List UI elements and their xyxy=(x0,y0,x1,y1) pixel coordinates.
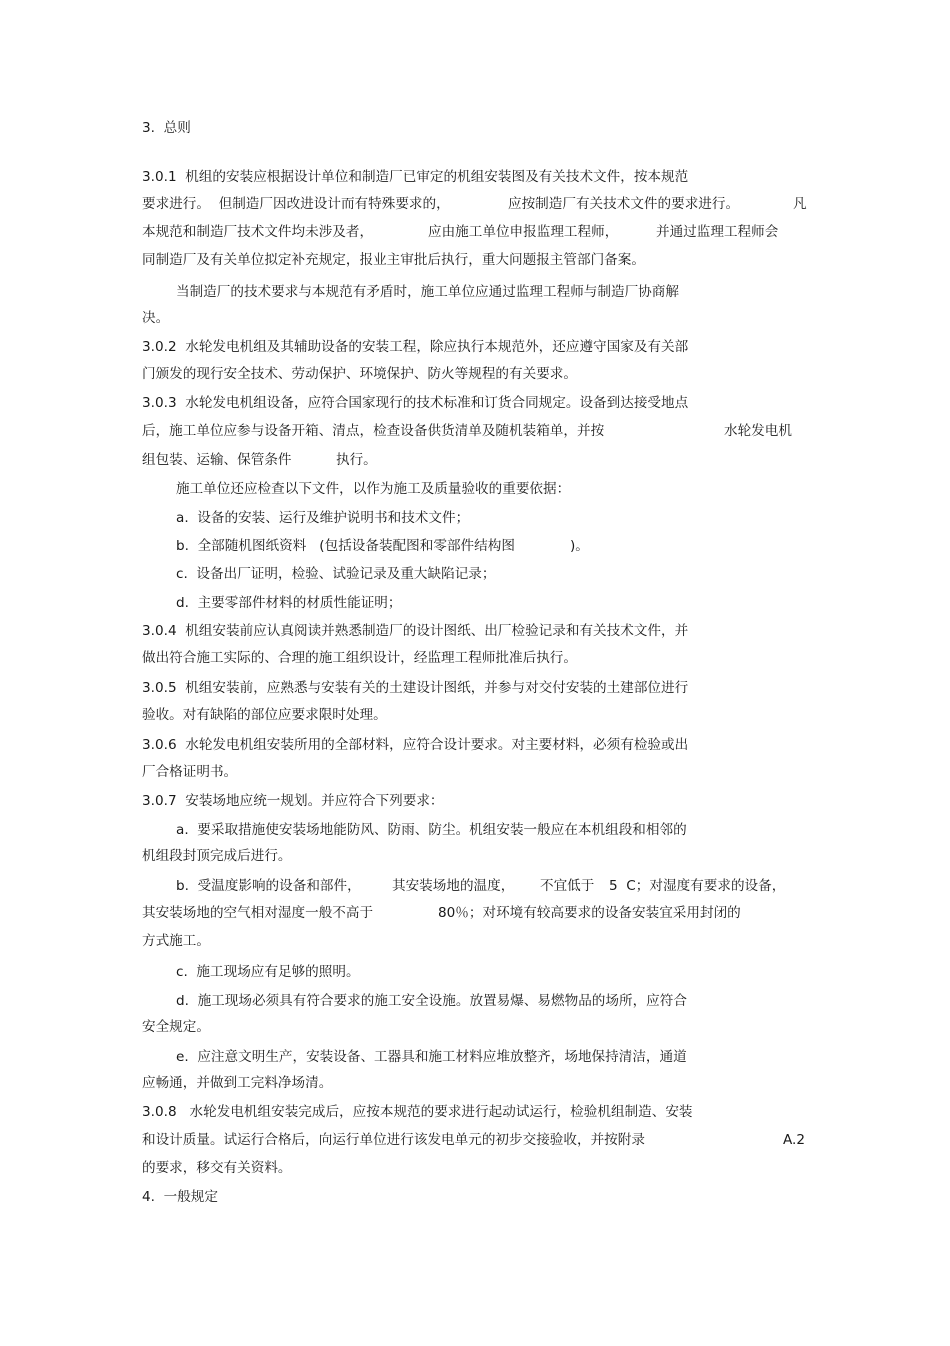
clause-3-0-7-item-b-line-1b: 其安装场地的温度， xyxy=(392,878,515,894)
clause-3-0-5-line-2: 验收。对有缺陷的部位应要求限时处理。 xyxy=(142,707,387,723)
clause-3-0-3-line-2b: 水轮发电机 xyxy=(724,423,792,439)
clause-3-0-7-item-c: c. 施工现场应有足够的照明。 xyxy=(176,964,360,980)
section-4-heading: 4. 一般规定 xyxy=(142,1189,218,1205)
clause-3-0-8-line-1: 3.0.8 水轮发电机组安装完成后，应按本规范的要求进行起动试运行，检验机组制造、安装 xyxy=(142,1104,693,1120)
clause-3-0-7-item-a-line-2: 机组段封顶完成后进行。 xyxy=(142,848,292,864)
clause-3-0-3-item-c: c. 设备出厂证明，检验、试验记录及重大缺陷记录； xyxy=(176,566,496,582)
clause-3-0-3-item-a: a. 设备的安装、运行及维护说明书和技术文件； xyxy=(176,510,470,526)
clause-3-0-7-item-d-line-1: d. 施工现场必须具有符合要求的施工安全设施。放置易爆、易燃物品的场所，应符合 xyxy=(176,993,687,1009)
clause-3-0-3-line-4: 施工单位还应检查以下文件，以作为施工及质量验收的重要依据： xyxy=(176,481,571,497)
clause-3-0-3-line-3a: 组包装、运输、保管条件 xyxy=(142,452,292,468)
clause-3-0-8-line-2a: 和设计质量。试运行合格后，向运行单位进行该发电单元的初步交接验收，并按附录 xyxy=(142,1132,645,1148)
clause-3-0-1-line-2c: 凡 xyxy=(793,196,807,212)
clause-3-0-4-line-2: 做出符合施工实际的、合理的施工组织设计，经监理工程师批准后执行。 xyxy=(142,650,577,666)
clause-3-0-3-item-d: d. 主要零部件材料的材质性能证明； xyxy=(176,595,402,611)
clause-3-0-7-item-b-line-2b: 80％；对环境有较高要求的设备安装宜采用封闭的 xyxy=(438,905,741,921)
clause-3-0-1-line-3a: 本规范和制造厂技术文件均未涉及者， xyxy=(142,224,374,240)
clause-3-0-6-line-1: 3.0.6 水轮发电机组安装所用的全部材料，应符合设计要求。对主要材料，必须有检验或出 xyxy=(142,737,689,753)
clause-3-0-7-item-b-line-1a: b. 受温度影响的设备和部件， xyxy=(176,878,361,894)
clause-3-0-1-line-5: 当制造厂的技术要求与本规范有矛盾时，施工单位应通过监理工程师与制造厂协商解 xyxy=(176,284,679,300)
clause-3-0-3-item-b-end: )。 xyxy=(570,538,589,554)
clause-3-0-3-line-2a: 后，施工单位应参与设备开箱、清点，检查设备供货清单及随机装箱单，并按 xyxy=(142,423,605,439)
clause-3-0-7-item-b-line-3: 方式施工。 xyxy=(142,933,210,949)
clause-3-0-1-line-2a: 要求进行。 但制造厂因改进设计而有特殊要求的， xyxy=(142,196,450,212)
clause-3-0-3-line-1: 3.0.3 水轮发电机组设备，应符合国家现行的技术标准和订货合同规定。设备到达接受地点 xyxy=(142,395,689,411)
clause-3-0-4-line-1: 3.0.4 机组安装前应认真阅读并熟悉制造厂的设计图纸、出厂检验记录和有关技术文件，并 xyxy=(142,623,689,639)
clause-3-0-8-line-2b: A.2 xyxy=(783,1132,806,1148)
clause-3-0-7-item-e-line-1: e. 应注意文明生产，安装设备、工器具和施工材料应堆放整齐，场地保持清洁，通道 xyxy=(176,1049,687,1065)
clause-3-0-1-line-1: 3.0.1 机组的安装应根据设计单位和制造厂已审定的机组安装图及有关技术文件，按本规范 xyxy=(142,169,689,185)
clause-3-0-1-line-3c: 并通过监理工程师会 xyxy=(656,224,779,240)
clause-3-0-3-item-b: b. 全部随机图纸资料 (包括设备装配图和零部件结构图 xyxy=(176,538,515,554)
clause-3-0-7-item-e-line-2: 应畅通，并做到工完料净场清。 xyxy=(142,1075,333,1091)
clause-3-0-1-line-6: 决。 xyxy=(142,310,170,326)
clause-3-0-7-item-d-line-2: 安全规定。 xyxy=(142,1019,210,1035)
clause-3-0-2-line-1: 3.0.2 水轮发电机组及其辅助设备的安装工程，除应执行本规范外，还应遵守国家及有关部 xyxy=(142,339,689,355)
clause-3-0-2-line-2: 门颁发的现行安全技术、劳动保护、环境保护、防火等规程的有关要求。 xyxy=(142,366,577,382)
clause-3-0-7-item-b-line-1d: 5 C；对湿度有要求的设备， xyxy=(609,878,786,894)
clause-3-0-6-line-2: 厂合格证明书。 xyxy=(142,764,238,780)
clause-3-0-1-line-4: 同制造厂及有关单位拟定补充规定，报业主审批后执行，重大问题报主管部门备案。 xyxy=(142,252,645,268)
clause-3-0-7-item-b-line-1c: 不宜低于 xyxy=(540,878,595,894)
section-3-heading: 3. 总则 xyxy=(142,120,191,136)
clause-3-0-7-item-b-line-2a: 其安装场地的空气相对湿度一般不高于 xyxy=(142,905,374,921)
clause-3-0-7-line-1: 3.0.7 安装场地应统一规划。并应符合下列要求： xyxy=(142,793,444,809)
clause-3-0-3-line-3b: 执行。 xyxy=(336,452,377,468)
clause-3-0-1-line-2b: 应按制造厂有关技术文件的要求进行。 xyxy=(508,196,740,212)
clause-3-0-7-item-a-line-1: a. 要采取措施使安装场地能防风、防雨、防尘。机组安装一般应在本机组段和相邻的 xyxy=(176,822,687,838)
clause-3-0-8-line-3: 的要求，移交有关资料。 xyxy=(142,1160,292,1176)
clause-3-0-5-line-1: 3.0.5 机组安装前，应熟悉与安装有关的土建设计图纸，并参与对交付安装的土建部位进行 xyxy=(142,680,689,696)
clause-3-0-1-line-3b: 应由施工单位申报监理工程师， xyxy=(428,224,619,240)
